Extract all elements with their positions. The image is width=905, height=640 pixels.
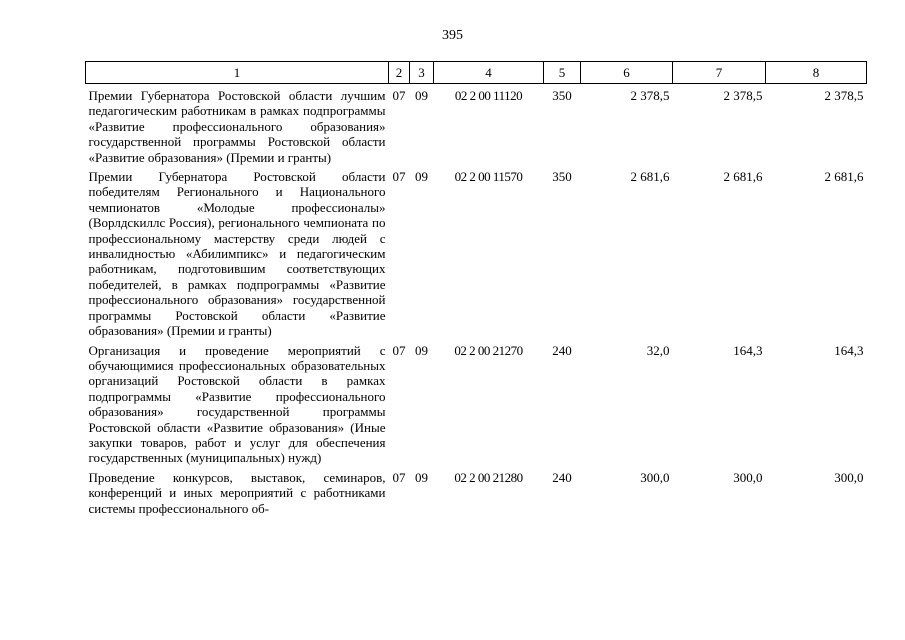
amount-col-6: 32,0 [646,342,670,358]
section-code: 07 [392,169,406,185]
row-description: Проведение конкурсов, выставок, семинаров, конференций и иных мероприятий с работниками системы профессионального об- [88,469,386,516]
amount-col-6: 2 378,5 [630,88,670,103]
section-code: 07 [392,88,406,103]
header-cell: 3 [410,62,434,84]
header-cell: 6 [581,62,673,84]
section-code: 07 [392,469,406,485]
amount-col-6: 300,0 [640,469,670,485]
subsection-code: 09 [415,169,428,185]
header-cell: 8 [766,62,867,84]
row-description: Премии Губернатора Ростовской области лучшим педагогическим работникам в рамках подпрограммы «Развитие профессионального образования» государственной программы Ростовской области «Развитие образования» (Премии и гранты) [88,88,386,165]
expense-type-code: 240 [552,469,572,485]
page-number: 395 [442,28,463,43]
header-cell: 2 [389,62,410,84]
subsection-code: 09 [415,469,428,485]
amount-col-7: 2 378,5 [723,88,763,103]
target-article-code: 02 2 00 11120 [454,88,523,103]
expense-type-code: 350 [552,169,572,185]
row-description: Премии Губернатора Ростовской области победителям Регионального и Национального чемпионатов «Молодые профессионалы» (Ворлдскиллс Россия), регионального чемпионата по профессиональному мастерству среди людей с инвалидностью «Абилимпикс» и педагогическим работникам, подготовившим соответствующих победителей, в рамках подпрограммы «Развитие профессионального образования» государственной программы Ростовской области «Развитие образования» (Премии и гранты) [88,169,386,339]
subsection-code: 09 [415,342,428,358]
amount-col-8: 2 681,6 [824,169,864,185]
amount-col-7: 300,0 [733,469,763,485]
header-row [86,62,867,84]
amount-col-6: 2 681,6 [630,169,670,185]
table-row [86,339,867,466]
row-description: Организация и проведение мероприятий с обучающимися профессиональных образовательных организаций Ростовской области в рамках подпрограммы «Развитие профессионального образования» государственной программы Ростовской области «Развитие образования» (Иные закупки товаров, работ и услуг для обеспечения государственных (муниципальных) нужд) [88,342,386,466]
section-code: 07 [392,342,406,358]
target-article-code: 02 2 00 21280 [454,469,523,485]
header-cell: 1 [86,62,389,84]
table-row [86,165,867,338]
subsection-code: 09 [415,88,428,103]
header-cell: 5 [544,62,581,84]
header-cell: 4 [434,62,544,84]
amount-col-7: 2 681,6 [723,169,763,185]
table-row [86,84,867,166]
expense-type-code: 240 [552,342,572,358]
target-article-code: 02 2 00 21270 [454,342,523,358]
budget-table [85,61,867,516]
expense-type-code: 350 [552,88,572,103]
table-row [86,466,867,516]
amount-col-8: 164,3 [834,342,864,358]
target-article-code: 02 2 00 11570 [454,169,523,185]
header-cell: 7 [673,62,766,84]
amount-col-8: 300,0 [834,469,864,485]
amount-col-8: 2 378,5 [824,88,864,103]
amount-col-7: 164,3 [733,342,763,358]
